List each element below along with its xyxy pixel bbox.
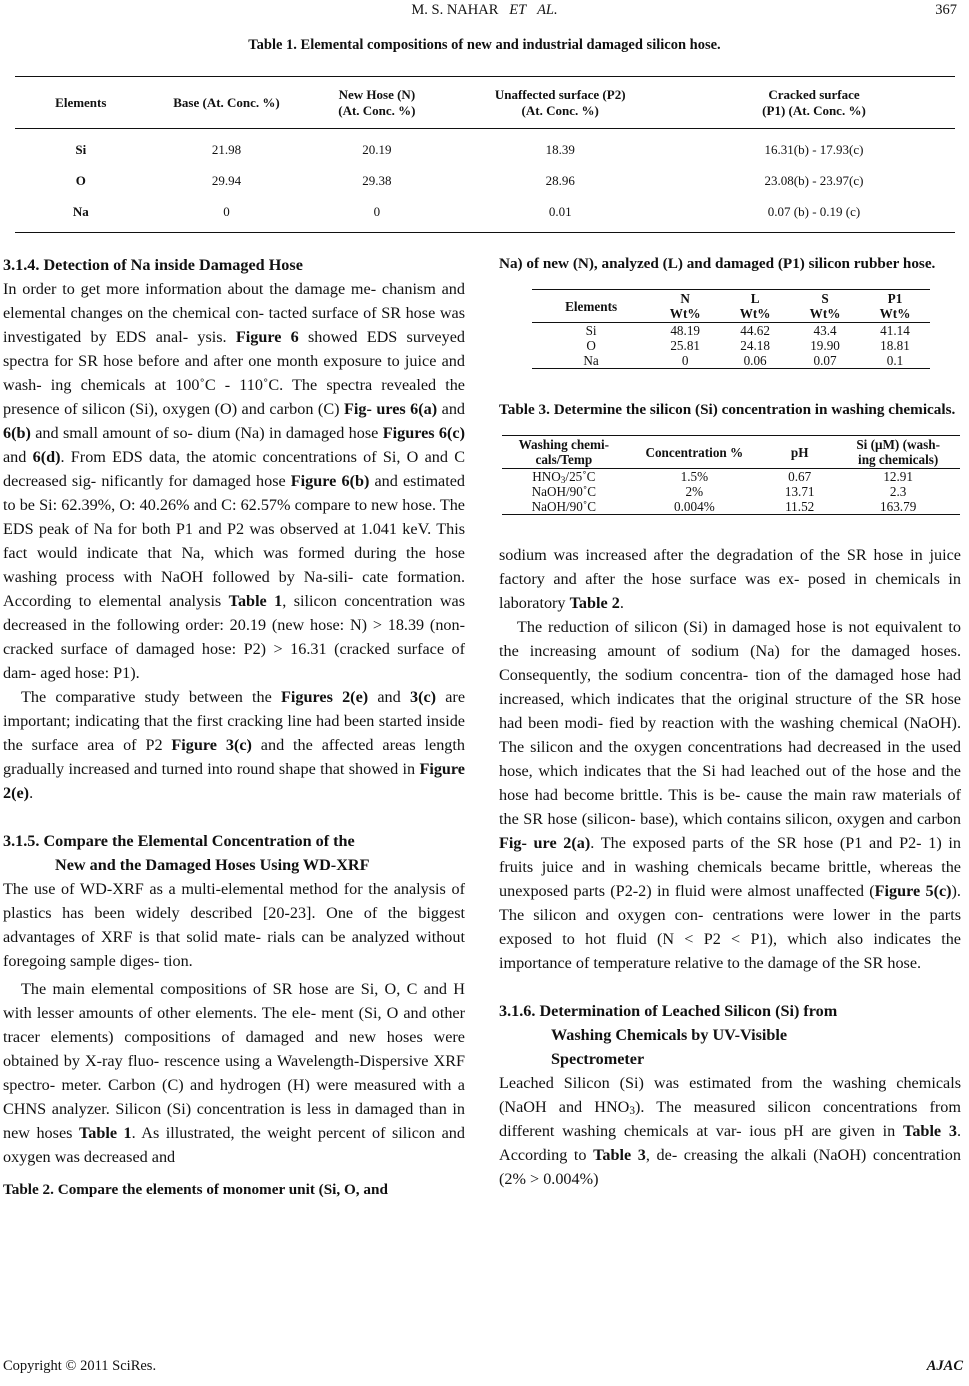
table3-header: Si (μM) (wash- ing chemicals): [856, 437, 940, 467]
table3-header: Washing chemi- cals/Temp: [518, 437, 610, 467]
table1-header: Elements: [55, 94, 107, 110]
table2-caption-start: Table 2. Compare the elements of monomer unit (Si, O, and: [3, 1181, 388, 1198]
table-cell: 0.67: [788, 469, 812, 484]
table2-header: L Wt%: [739, 291, 771, 321]
table-cell: 0.1: [886, 353, 904, 368]
table-cell: 23.08(b) - 23.97(c): [764, 172, 864, 188]
table-cell: 43.4: [813, 323, 837, 338]
table-cell: 11.52: [785, 499, 815, 514]
figure-ref[interactable]: 3(c): [409, 688, 437, 706]
table3-header-row: [502, 436, 960, 469]
figure-ref[interactable]: 6(d): [32, 448, 61, 466]
table-cell: 0.01: [548, 203, 572, 219]
figure-ref[interactable]: Figure 5(c): [874, 882, 952, 900]
table2-header: Elements: [565, 298, 618, 314]
table2-header: N Wt%: [669, 291, 701, 321]
table1-caption: Table 1. Elemental compositions of new and industrial damaged silicon hose.: [248, 37, 721, 53]
left-column: [3, 253, 465, 1201]
table-cell: 12.91: [883, 469, 913, 484]
table-cell: Na: [583, 353, 599, 368]
table2-caption-end: Na) of new (N), analyzed (L) and damaged (P1) silicon rubber hose.: [499, 255, 936, 272]
table-row: [502, 499, 960, 515]
right-column: [499, 253, 961, 1191]
header-authors: M. S. NAHAR: [411, 2, 499, 18]
figure-ref[interactable]: 6(b): [3, 424, 31, 442]
table1: [15, 76, 955, 233]
table2-header: P1 Wt%: [879, 291, 911, 321]
paragraph: The reduction of silicon (Si) in damaged hose is not equivalent to the increasing amount of sodium (Na) for the damaged hoses. Consequently, the sodium concentra- tion of the damaged hose had increased, which indicates that the original structure of the SR hose had been modi- fied by reaction with the washing chemical (NaOH). The silicon and the oxygen concentrations had decreased in the used hose, which indicates that the Si had leached out of the hose and the hose had become brittle. This is be- cause the main raw materials of the SR hose (silicon- base), which contains silicon, oxygen and carbon Fig- ure 2(a). The exposed parts of the SR hose (P1 and P2- 1) in fruits juice and in washing chemicals became brittle, whereas the unexposed parts (P2-2) in fluid were almost unaffected (Figure 5(c)). The silicon and oxygen con- centrations were lower in the parts exposed to hot fluid (N < P2 < P1), which also indicates the importance of temperature relative to the damage of the SR hose.: [499, 618, 961, 972]
table-cell: Si: [585, 323, 597, 338]
table1-header: Cracked surface (P1) (At. Conc. %): [762, 86, 866, 118]
table-cell: 0: [223, 203, 230, 219]
table-cell: 0: [373, 203, 381, 219]
table-cell: 0.06: [743, 353, 767, 368]
table-cell: NaOH/90˚C: [531, 499, 597, 514]
table-cell: NaOH/90˚C: [531, 484, 597, 499]
table-cell: 2%: [685, 484, 704, 499]
table3: [502, 435, 960, 515]
table-row: [502, 469, 960, 485]
table3-header: pH: [790, 444, 809, 460]
table-cell: 28.96: [545, 172, 575, 188]
table-cell: $HNO_3/25˚C$: [532, 469, 596, 485]
figure-ref[interactable]: Figure 6(b): [290, 472, 370, 490]
table3-caption: Table 3. Determine the silicon (Si) concentration in washing chemicals.: [499, 401, 956, 418]
paragraph: The use of WD-XRF as a multi-elemental method for the analysis of plastics has been widely described [20-23]. One of the biggest advantages of XRF is that solid mate- rials can be analyzed without foregoing sample diges- tion.: [3, 880, 465, 970]
table-cell: 0: [681, 353, 689, 368]
table-ref[interactable]: Table 2: [569, 594, 620, 612]
table-cell: 18.81: [880, 338, 910, 353]
table-cell: 48.19: [670, 323, 700, 338]
table-cell: 0.07: [813, 353, 837, 368]
paragraph: The comparative study between the Figures 2(e) and 3(c) are important; indicating that the first cracking line had been started inside the surface area of P2 Figure 3(c) and the affected areas length gradually increased and turned into round shape that showed in Figure 2(e).: [3, 688, 466, 802]
table-cell: 44.62: [740, 323, 770, 338]
table-cell: 29.94: [211, 172, 242, 188]
table-ref[interactable]: Table 1: [78, 1124, 132, 1142]
table-cell: O: [586, 338, 596, 353]
footer-copyright: Copyright © 2011 SciRes.: [3, 1358, 157, 1374]
table-cell: 163.79: [880, 499, 917, 514]
table-row: [532, 323, 930, 339]
table-cell: Na: [72, 203, 89, 219]
table-cell: 0.004%: [674, 499, 715, 514]
table-ref[interactable]: Table 1: [228, 592, 283, 610]
table2-header: S Wt%: [809, 291, 841, 321]
table-cell: 21.98: [211, 141, 242, 157]
table-cell: Si: [75, 141, 87, 157]
running-header: [0, 2, 969, 19]
table-cell: 16.31(b) - 17.93(c): [764, 141, 864, 157]
table-cell: 13.71: [784, 484, 815, 499]
table-row: [15, 196, 955, 233]
table-ref[interactable]: Table 3: [903, 1122, 957, 1140]
paragraph: The main elemental compositions of SR hose are Si, O, C and H with lesser amounts of other elements. The ele- ment (Si, O and other tracer elements) compositions of damaged and new hoses were obtained by X-ray fluo- rescence using a Wavelength-Dispersive XRF spectro- meter. Carbon (C) and hydrogen (H) were measured with a CHNS analyzer. Silicon (Si) concentration is less in damaged than in new hoses Table 1. As illustrated, the weight percent of silicon and oxygen was decreased and: [3, 980, 465, 1166]
figure-ref[interactable]: Fig- ures 6(a): [343, 400, 438, 418]
table-cell: 18.39: [545, 141, 575, 157]
header-al: AL.: [537, 2, 558, 18]
table-ref[interactable]: Table 3: [593, 1146, 646, 1164]
figure-ref[interactable]: Figure 3(c): [171, 736, 252, 754]
table2-header-row: [532, 290, 930, 323]
table-row: [15, 129, 955, 166]
table-cell: 2.3: [889, 484, 907, 499]
page-number: 367: [935, 2, 957, 18]
table1-header: Base (At. Conc. %): [173, 94, 280, 110]
table-row: [502, 484, 960, 499]
table-cell: 29.38: [362, 172, 392, 188]
figure-ref[interactable]: Fig- ure 2(a): [499, 834, 591, 852]
table1-header: Unaffected surface (P2) (At. Conc. %): [494, 86, 626, 118]
figure-ref[interactable]: Figure 2(e): [3, 760, 465, 802]
figure-ref[interactable]: Figure 6: [235, 328, 299, 346]
table-cell: 20.19: [362, 141, 392, 157]
table-cell: 25.81: [670, 338, 700, 353]
table2: [532, 289, 930, 369]
table1-header-row: [15, 77, 955, 129]
figure-ref[interactable]: Figures 2(e): [281, 688, 369, 706]
table1-header: New Hose (N) (At. Conc. %): [338, 86, 416, 118]
table-cell: O: [75, 172, 86, 188]
footer-journal: AJAC: [926, 1358, 963, 1374]
section-heading-3-1-5: 3.1.5. Compare the Elemental Concentration of the New and the Damaged Hoses Using WD-XRF: [3, 832, 370, 874]
paragraph: In order to get more information about the damage me- chanism and elemental changes on the chemical con- tacted surface of SR hose was investigated by EDS anal- ysis. Figure 6 showed EDS surveyed spectra for SR hose before and after one month exposure to juice and wash- ing chemicals at 100˚C - 110˚C. The spectra revealed the presence of silicon (Si), oxygen (O) and carbon (C) Fig- ures 6(a) and 6(b) and small amount of so- dium (Na) in damaged hose Figures 6(c) and 6(d). From EDS data, the atomic concentrations of Si, O and C decreased sig- nificantly for damaged hose Figure 6(b) and estimated to be Si: 62.39%, O: 40.26% and C: 62.57% compare to new hose. The EDS peak of Na for both P1 and P2 was observed at 1.041 keV. This fact would indicate that Na, which was formed during the hose washing process with NaOH followed by Na-sili- cate formation. According to elemental analysis Table 1, silicon concentration was decreased in the following order: 20.19 (new hose: N) > 18.39 (non-cracked surface of damaged hose: P2) > 16.31 (cracked surface of dam- aged hose: P1).: [3, 280, 466, 682]
table-cell: 41.14: [880, 323, 910, 338]
table-row: [15, 165, 955, 196]
table-row: [532, 353, 930, 369]
table-cell: 1.5%: [680, 469, 709, 484]
paragraph: Leached Silicon (Si) was estimated from the washing chemicals (NaOH and $HNO_3$). The measured silicon concentrations from different washing chemicals at var- ious pH are given in Table 3. According to Table 3, de- creasing the alkali (NaOH) concentration (2% > 0.004%): [499, 1074, 962, 1188]
table-cell: 19.90: [810, 338, 840, 353]
table-cell: 0.07 (b) - 0.19 (c): [767, 203, 861, 219]
table3-header: Concentration %: [645, 444, 744, 460]
paragraph: sodium was increased after the degradation of the SR hose in juice factory and after the hose surface was ex- posed in chemicals in laboratory Table 2.: [499, 546, 961, 612]
section-heading-3-1-6: 3.1.6. Determination of Leached Silicon (Si) from Washing Chemicals by UV-Visible Spectrometer: [499, 1002, 838, 1068]
table-row: [532, 338, 930, 353]
table-cell: 24.18: [740, 338, 770, 353]
section-heading-3-1-4: 3.1.4. Detection of Na inside Damaged Hose: [3, 256, 303, 274]
header-et: ET: [509, 2, 527, 18]
figure-ref[interactable]: Figures 6(c): [382, 424, 465, 442]
